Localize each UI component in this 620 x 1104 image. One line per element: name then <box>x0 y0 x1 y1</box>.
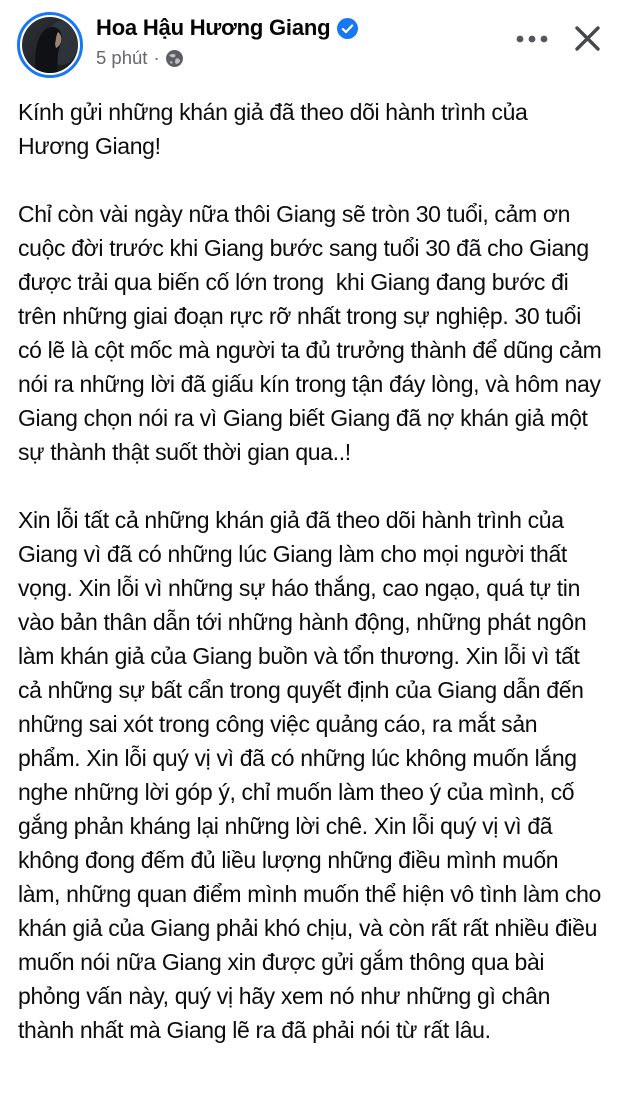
post-paragraph: Xin lỗi tất cả những khán giả đã theo dõi hành trình của Giang vì đã có những lúc Giang làm cho mọi người thất vọng. Xin lỗi vì những sự háo thắng, cao ngạo, quá tự tin vào bản thân dẫn tới những hành động, những phát ngôn làm khán giả của Giang buồn và tổn thương. Xin lỗi vì tất cả những sự bất cẩn trong quyết định của Giang dẫn đến những sai xót trong công việc quảng cáo, ra mắt sản phẩm. Xin lỗi quý vị vì đã có những lúc không muốn lắng nghe những lời góp ý, chỉ muốn làm theo ý của mình, cố gắng phản kháng lại những lời chê. Xin lỗi quý vị vì đã không đong đếm đủ liều lượng những điều mình muốn làm, những quan điểm mình muốn thể hiện vô tình làm cho khán giả của Giang phải khó chịu, và còn rất rất nhiều điều muốn nói nữa Giang xin được gửi gắm thông qua bài phỏng vấn này, quý vị hãy xem nó như những gì chân thành nhất mà Giang lẽ ra đã phải nói từ rất lâu. <box>18 507 608 1043</box>
post-paragraph: Kính gửi những khán giả đã theo dõi hành trình của Hương Giang! <box>18 99 534 159</box>
more-options-button[interactable] <box>513 32 551 46</box>
avatar[interactable] <box>17 12 83 78</box>
post-meta <box>96 47 513 69</box>
public-globe-icon <box>166 50 183 67</box>
post-paragraph: Chỉ còn vài ngày nữa thôi Giang sẽ tròn 30 tuổi, cảm ơn cuộc đời trước khi Giang bước sang tuổi 30 đã cho Giang được trải qua biến cố lớn trong khi Giang đang bước đi trên những giai đoạn rực rỡ nhất trong sự nghiệp. 30 tuổi có lẽ là cột mốc mà người ta đủ trưởng thành để dũng cảm nói ra những lời đã giấu kín trong tận đáy lòng, và hôm nay Giang chọn nói ra vì Giang biết Giang đã nợ khán giả một sự thành thật suốt thời gian qua..! <box>18 201 608 465</box>
verified-badge-icon <box>337 18 358 39</box>
post-header <box>0 0 620 78</box>
avatar-image <box>22 17 78 73</box>
header-actions <box>513 12 603 54</box>
meta-separator: · <box>153 47 160 68</box>
header-info <box>96 12 513 69</box>
close-button[interactable] <box>572 23 603 54</box>
close-icon <box>574 25 601 52</box>
timestamp: 5 phút <box>96 47 148 68</box>
profile-name[interactable]: Hoa Hậu Hương Giang <box>96 15 331 40</box>
three-dots-icon <box>515 34 549 44</box>
name-row <box>96 15 513 41</box>
post-body <box>0 78 620 1047</box>
